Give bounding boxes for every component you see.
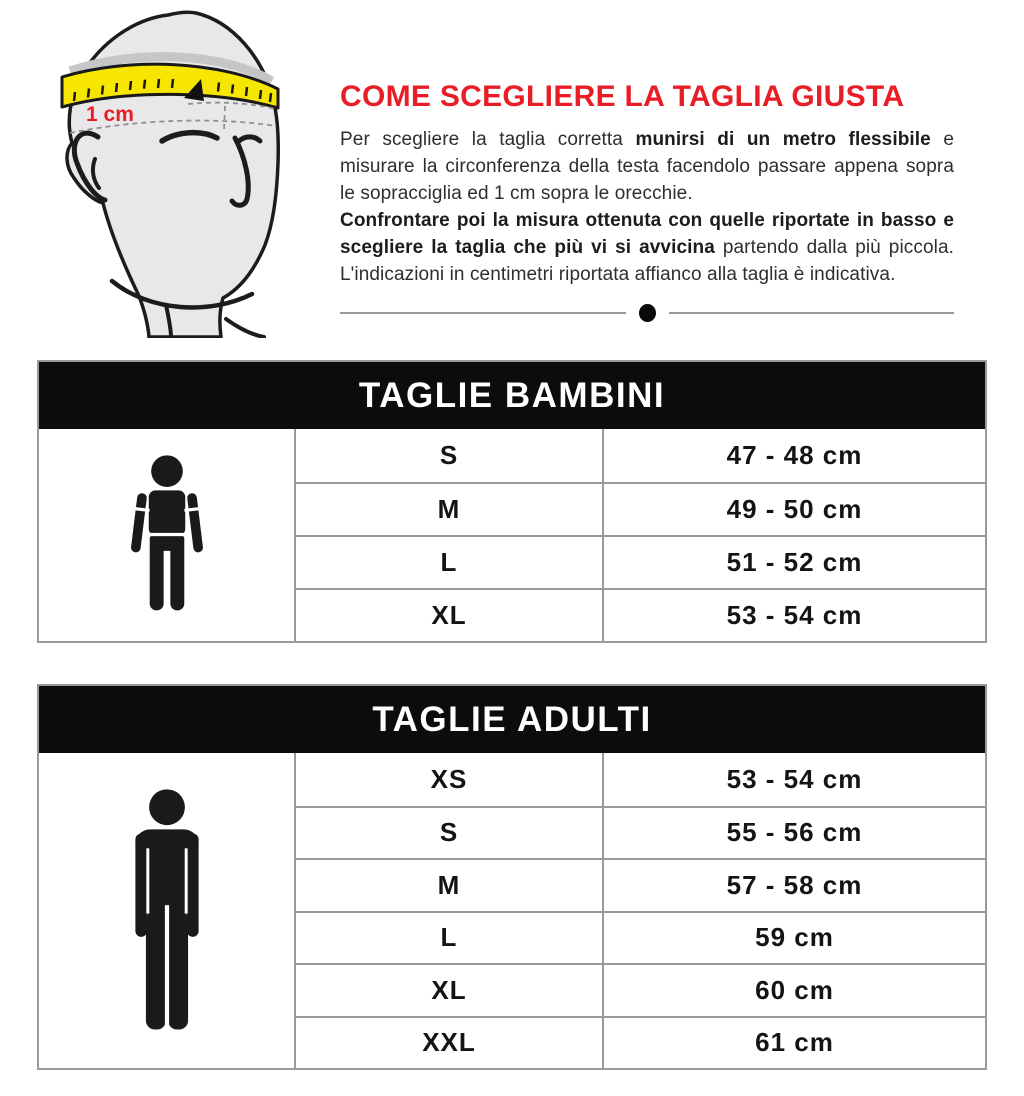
paragraph-1 (340, 126, 954, 207)
icon-cell (39, 429, 296, 641)
size-label: L (296, 537, 604, 588)
table-row (296, 806, 985, 859)
size-label: M (296, 484, 604, 535)
table-row (296, 588, 985, 641)
size-label: XXL (296, 1018, 604, 1069)
table-body (39, 429, 985, 641)
table-row (296, 482, 985, 535)
table-row (296, 1016, 985, 1069)
circumference-value: 60 cm (755, 974, 834, 1005)
table-taglie-adulti (37, 684, 987, 1070)
divider-line-left (340, 312, 626, 314)
text-segment: Per scegliere la taglia corretta (340, 129, 636, 150)
table-row (296, 753, 985, 806)
instruction-text (340, 126, 954, 288)
size-label: XL (296, 590, 604, 641)
table-row (296, 535, 985, 588)
circumference-value: 53 - 54 cm (726, 600, 863, 630)
size-label: S (296, 429, 604, 482)
circumference-value: 51 - 52 cm (726, 547, 863, 577)
circumference-value: 49 - 50 cm (726, 494, 863, 524)
adult-pictogram-icon (108, 787, 226, 1035)
one-cm-label: 1 cm (86, 103, 134, 126)
table-body (39, 753, 985, 1068)
circumference-value: 53 - 54 cm (726, 763, 863, 794)
circumference-value: 47 - 48 cm (726, 440, 863, 470)
intro-section (0, 0, 1024, 338)
circumference-value: 59 cm (755, 922, 834, 953)
paragraph-2 (340, 207, 954, 288)
table-title: TAGLIE ADULTI (39, 686, 985, 753)
text-segment: partendo dalla più piccola. L'indicazioni in centimetri riportata affianco alla taglia è indicativa. (340, 237, 955, 285)
table-rows (296, 429, 985, 641)
size-label: XL (296, 965, 604, 1016)
table-row (296, 911, 985, 964)
text-segment-bold: munirsi di un metro flessibile (635, 129, 931, 150)
size-label: L (296, 913, 604, 964)
size-label: XS (296, 753, 604, 806)
page-title: COME SCEGLIERE LA TAGLIA GIUSTA (340, 80, 905, 113)
text-segment-bold: Confrontare poi la misura ottenuta con quelle riportate in basso e scegliere la taglia che più vi si avvicina (340, 210, 954, 258)
table-row (296, 429, 985, 482)
instructions (340, 4, 954, 322)
size-label: M (296, 860, 604, 911)
size-label: S (296, 808, 604, 859)
icon-cell (39, 753, 296, 1068)
circumference-value: 57 - 58 cm (726, 869, 863, 900)
table-taglie-bambini (37, 360, 987, 643)
divider-line-right (669, 312, 955, 314)
table-rows (296, 753, 985, 1068)
table-title: TAGLIE BAMBINI (39, 362, 985, 429)
child-pictogram-icon (119, 449, 215, 621)
circumference-value: 61 cm (755, 1027, 834, 1058)
circumference-value: 55 - 56 cm (726, 817, 863, 848)
section-divider (340, 304, 954, 322)
divider-dot (639, 304, 656, 322)
table-row (296, 858, 985, 911)
table-row (296, 963, 985, 1016)
text-segment: e misurare la circonferenza della testa facendolo passare appena sopra le sopracciglia ed 1 cm sopra le orecchie. (340, 129, 954, 204)
head-measurement-illustration (38, 4, 330, 338)
